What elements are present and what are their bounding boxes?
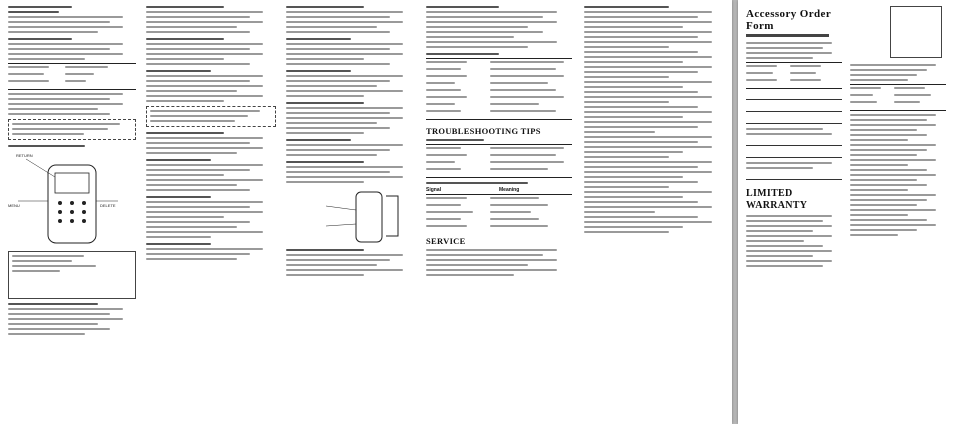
order-field-6[interactable] [746, 172, 842, 180]
belt-clip-icon [286, 186, 416, 246]
order-form-title: Accessory Order Form [746, 8, 831, 32]
figure-label-return: RETURN [16, 153, 33, 158]
stamp-box [890, 6, 942, 58]
column-3 [286, 6, 416, 418]
limited-warranty-title: LIMITED WARRANTY [746, 188, 808, 211]
order-field-1[interactable] [746, 92, 842, 100]
meaning-header: Meaning [499, 187, 520, 193]
note-box [146, 106, 276, 127]
figure-label-menu: MENU [8, 203, 20, 208]
column-5 [584, 6, 726, 418]
troubleshooting-table [426, 144, 572, 178]
order-items-table [746, 62, 842, 89]
display-example-box [8, 251, 136, 299]
handset-icon [8, 151, 136, 247]
handset-figure [8, 151, 136, 247]
order-form-subtitle-bar [746, 34, 829, 37]
signal-table-header [426, 187, 572, 195]
column-4 [426, 6, 572, 418]
order-field-3[interactable] [746, 116, 842, 124]
column-2 [146, 6, 276, 418]
column-1 [8, 6, 136, 418]
troubleshooting-title: TROUBLESHOOTING TIPS [426, 126, 541, 136]
order-column-2 [850, 6, 946, 418]
belt-clip-figure [286, 186, 416, 246]
message-indicator-table [426, 58, 572, 120]
order-field-4[interactable] [746, 138, 842, 146]
tip-box [8, 119, 136, 140]
memory-table [8, 63, 136, 90]
authorized-signals-table [850, 84, 946, 111]
signal-header: Signal [426, 187, 442, 193]
service-title: SERVICE [426, 236, 466, 246]
order-column-1 [746, 6, 842, 418]
figure-label-delete: DELETE [100, 203, 116, 208]
order-field-5[interactable] [746, 150, 842, 158]
order-form-sheet [738, 0, 954, 424]
order-field-2[interactable] [746, 104, 842, 112]
